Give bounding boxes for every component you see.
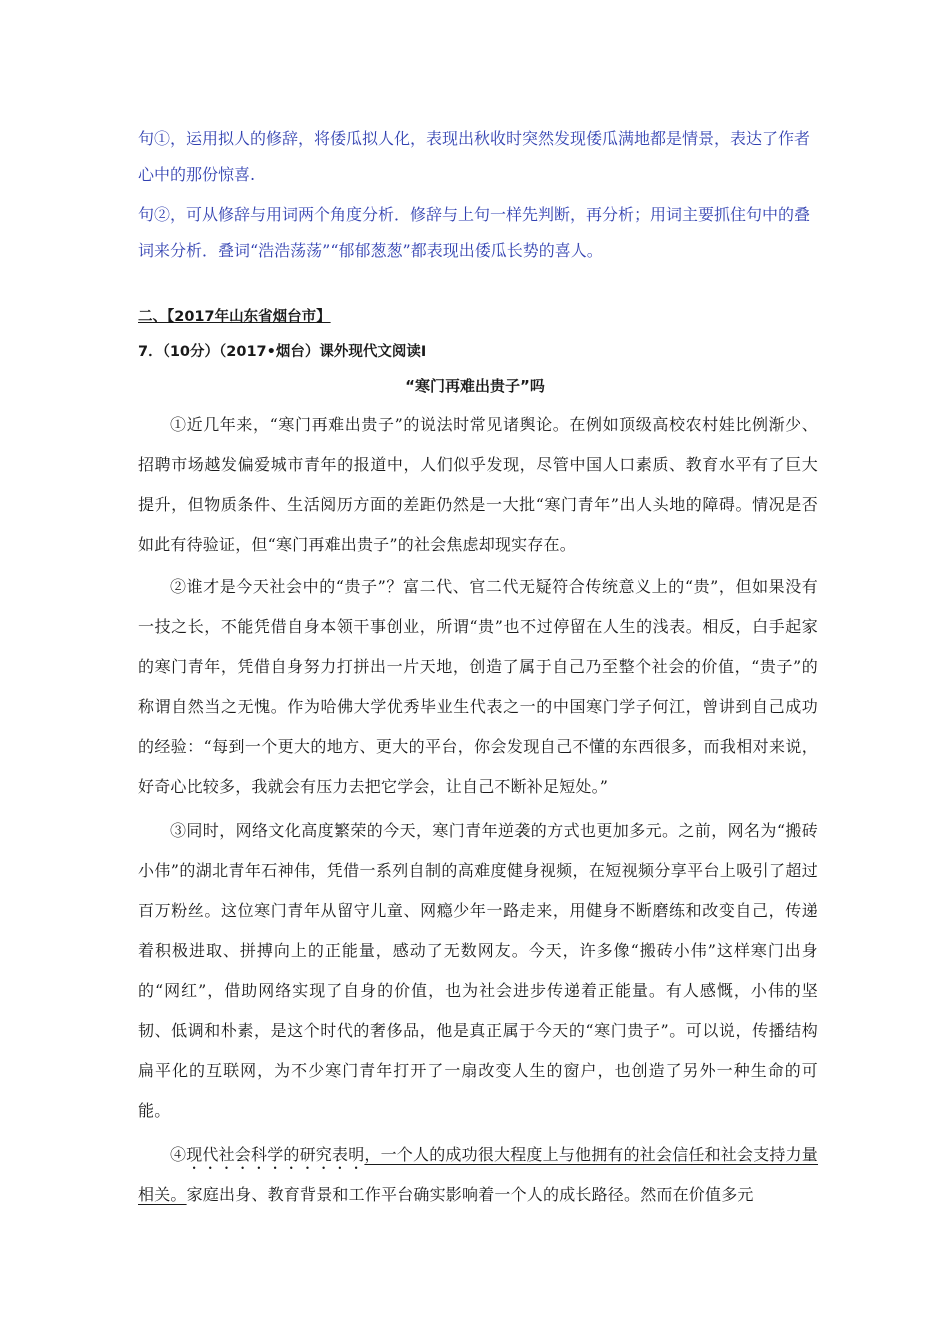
underlined-sentence: ，一个人的成功很大程度上与他拥有的社会信任和社会支持力量相关。 [138,1145,819,1204]
paragraph-4 [138,1135,818,1215]
dotted-phrase: 现代社会科学的研究表明 [186,1145,365,1164]
section-heading: 二、【2017年山东省烟台市】 [138,309,331,325]
analysis-sentence-2: 句②，可从修辞与用词两个角度分析．修辞与上句一样先判断，再分析；用词主要抓住句中的叠词来分析．叠词“浩浩荡荡”“郁郁葱葱”都表现出倭瓜长势的喜人。 [138,205,811,260]
paragraph-4-number: ④ [170,1145,187,1164]
article-title: “寒门再难出贵子”吗 [405,377,545,395]
analysis-sentence-1: 句①，运用拟人的修辞，将倭瓜拟人化，表现出秋收时突然发现倭瓜满地都是情景，表达了作者心中的那份惊喜. [138,129,811,184]
paragraph-3: ③同时，网络文化高度繁荣的今天，寒门青年逆袭的方式也更加多元。之前，网名为“搬砖小伟”的湖北青年石神伟，凭借一系列自制的高难度健身视频，在短视频分享平台上吸引了超过百万粉丝。这位寒门青年从留守儿童、网瘾少年一路走来，用健身不断磨练和改变自己，传递着积极进取、拼搏向上的正能量，感动了无数网友。今天，许多像“搬砖小伟”这样寒门出身的“网红”，借助网络实现了自身的价值，也为社会进步传递着正能量。有人感慨，小伟的坚韧、低调和朴素，是这个时代的奢侈品，他是真正属于今天的“寒门贵子”。可以说，传播结构扁平化的互联网，为不少寒门青年打开了一扇改变人生的窗户，也创造了另外一种生命的可能。 [138,821,818,1120]
question-heading: 7．（10分）（2017•烟台）课外现代文阅读Ⅰ [138,344,427,360]
paragraph-4-text: 家庭出身、教育背景和工作平台确实影响着一个人的成长路径。然而在价值多元 [186,1185,754,1204]
paragraph-2: ②谁才是今天社会中的“贵子”？富二代、官二代无疑符合传统意义上的“贵”，但如果没有一技之长，不能凭借自身本领干事创业，所谓“贵”也不过停留在人生的浅表。相反，白手起家的寒门青年，凭借自身努力打拼出一片天地，创造了属于自己乃至整个社会的价值，“贵子”的称谓自然当之无愧。作为哈佛大学优秀毕业生代表之一的中国寒门学子何江，曾讲到自己成功的经验：“每到一个更大的地方、更大的平台，你会发现自己不懂的东西很多，而我相对来说，好奇心比较多，我就会有压力去把它学会，让自己不断补足短处。” [138,577,818,796]
paragraph-1: ①近几年来，“寒门再难出贵子”的说法时常见诸舆论。在例如顶级高校农村娃比例渐少、招聘市场越发偏爱城市青年的报道中，人们似乎发现，尽管中国人口素质、教育水平有了巨大提升，但物质条件、生活阅历方面的差距仍然是一大批“寒门青年”出人头地的障碍。情况是否如此有待验证，但“寒门再难出贵子”的社会焦虑却现实存在。 [138,415,818,554]
